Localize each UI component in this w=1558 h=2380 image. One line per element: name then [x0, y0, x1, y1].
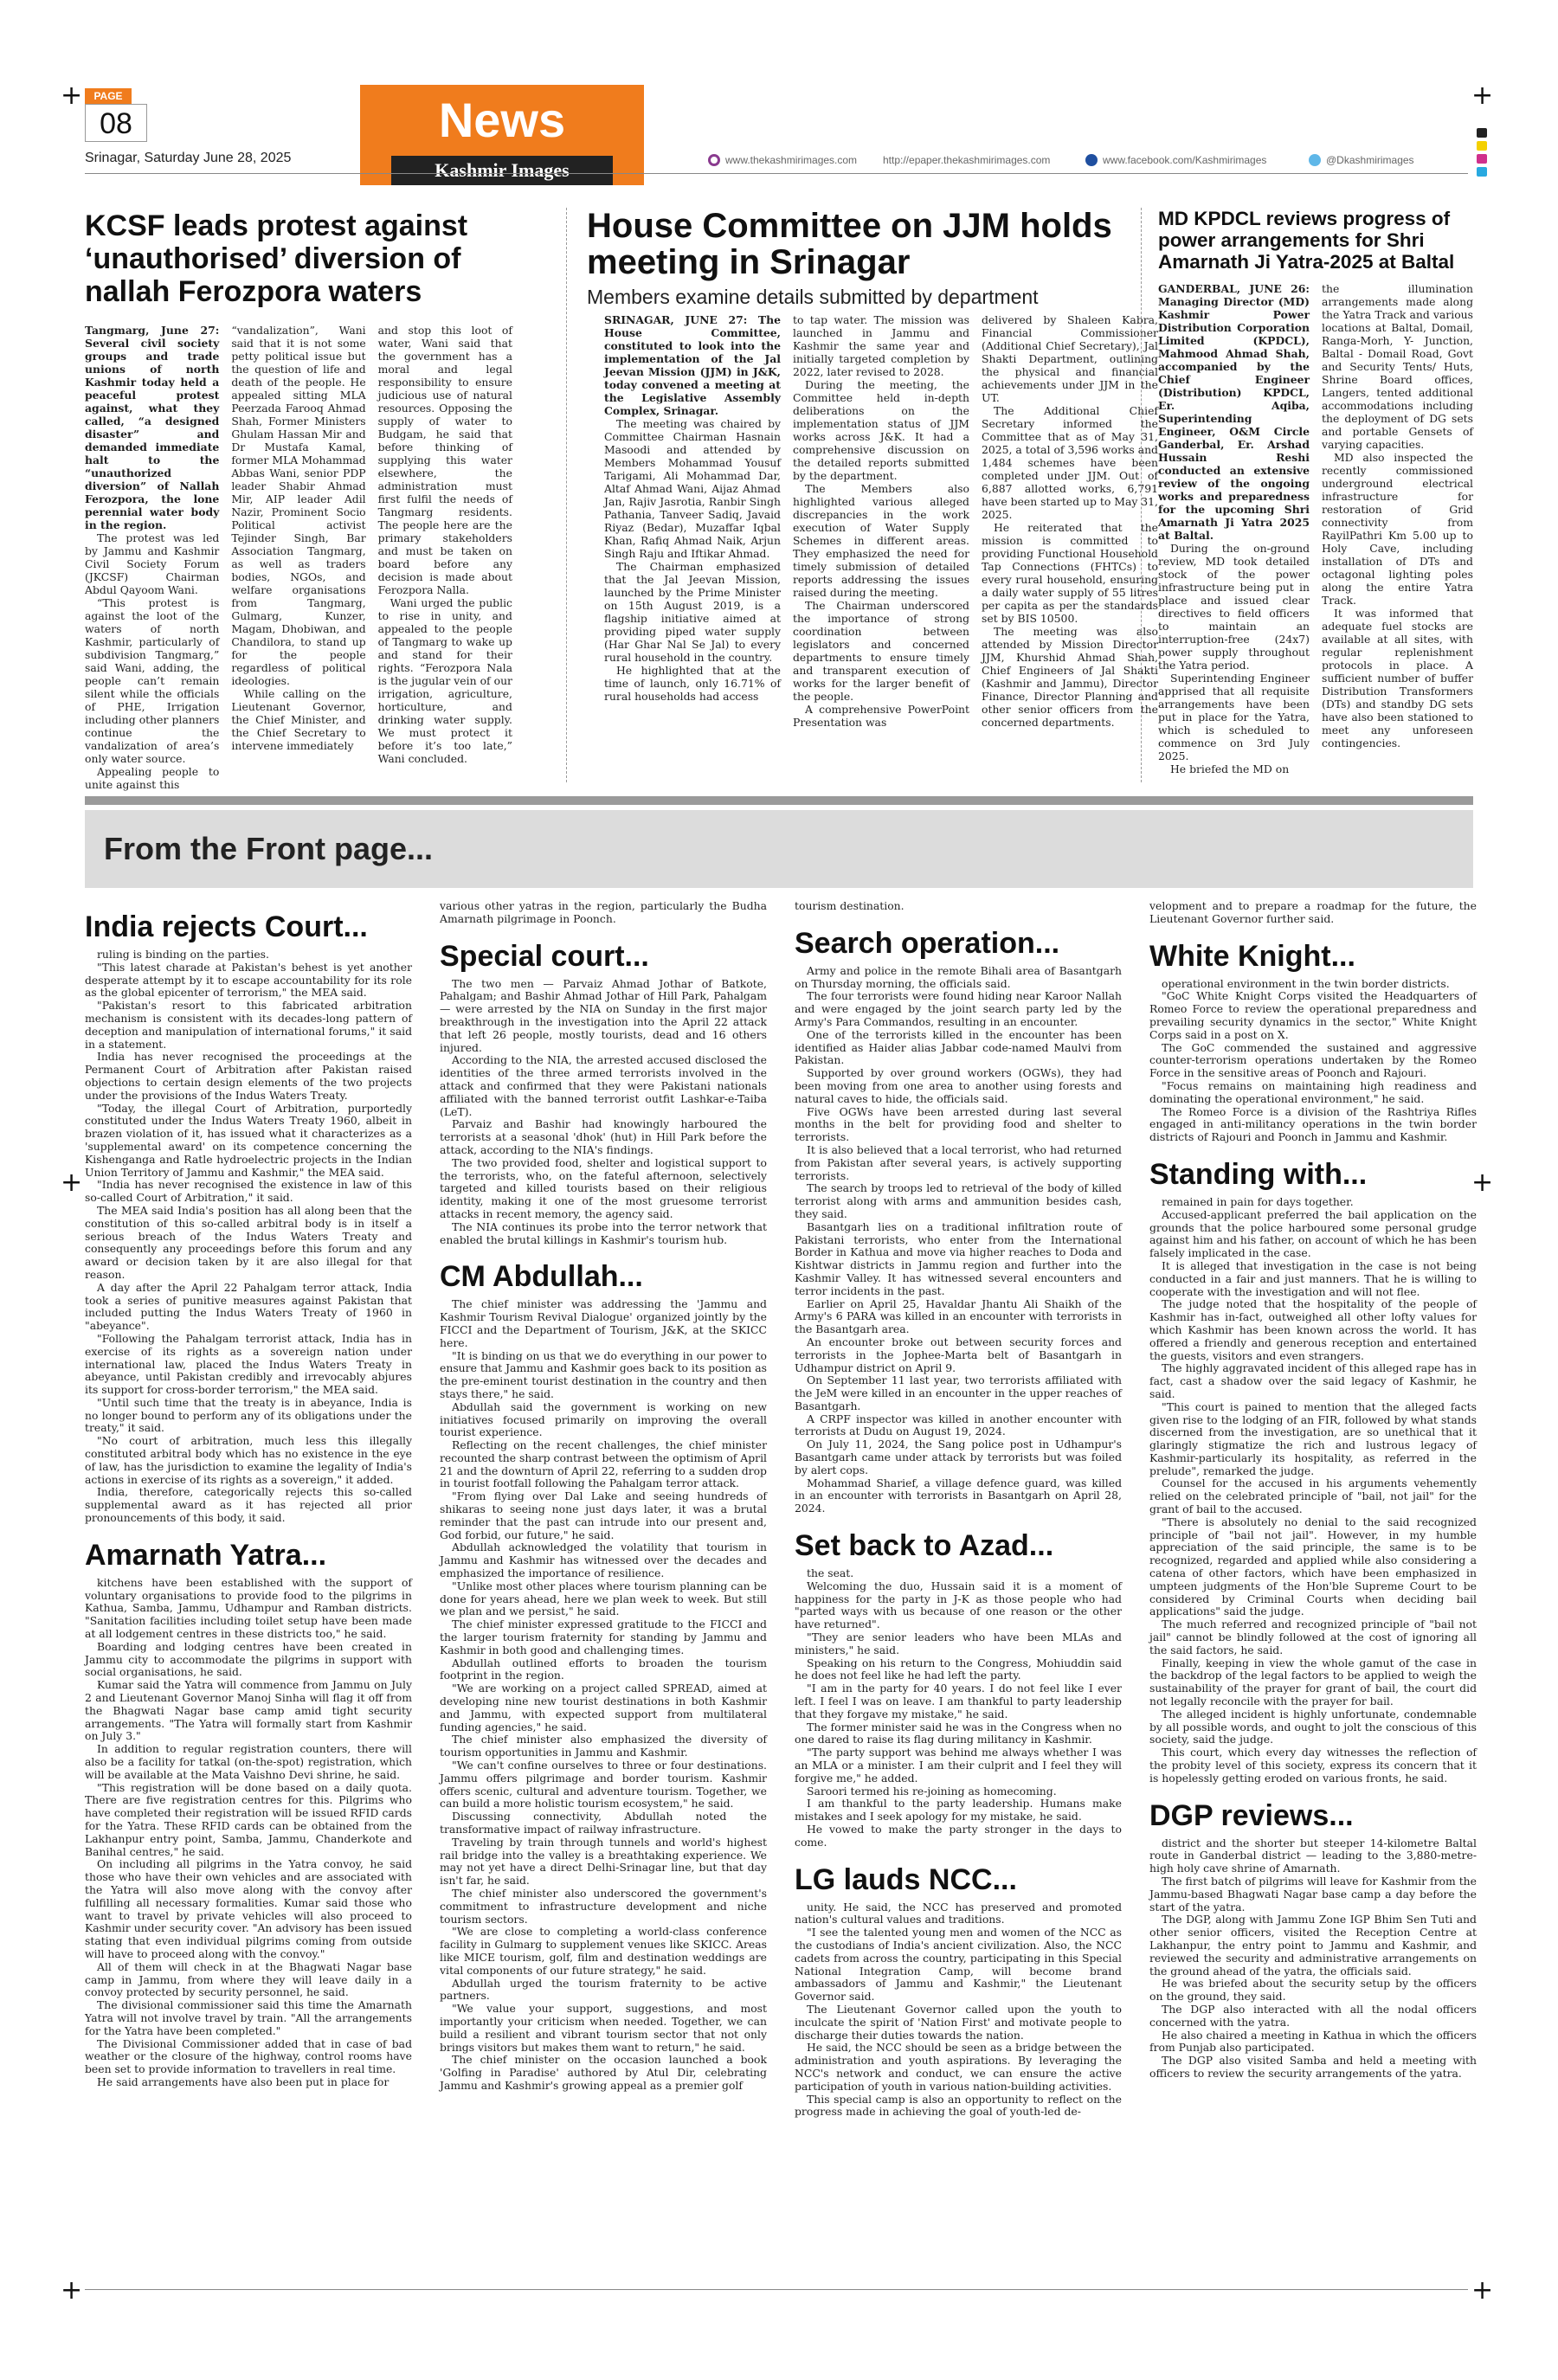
front-page-column: [85, 900, 412, 2285]
story-column: Tangmarg, June 27: Several civil society groups and trade unions of north Kashmir today held a peaceful protest against, what they called, “a designed disaster” and demanded immediate halt to the “unauthorized diversion” of Nallah Ferozpora, the lone perennial water body in the region. The protest was led by Jammu and Kashmir Civil Society Forum (JKCSF) Chairman Abdul Qayoom Wani. “This protest is against the loot of the waters of north Kashmir, particularly of subdivision Tangmarg,” said Wani, adding, the people can’t remain silent while the officials of PHE, Irrigation including other planners continue the vandalization of area’s only water source. Appealing people to unite against this: [85, 324, 220, 791]
section-title: News: [438, 93, 566, 147]
twitter-link[interactable]: @Dkashmirimages: [1309, 154, 1414, 166]
story-column: to tap water. The mission was launched in Jammu and Kashmir the same year and initially targeted completion by 2022, later revised to 2028. During the meeting, the Committee held in-depth deliberations on the implementation status of JJM works across J&K. It had a comprehensive discussion on the detailed reports submitted by the department. The Members also highlighted various alleged discrepancies in the work execution of Water Supply Schemes in different areas. They emphasized the need for timely submission of detailed reports addressing the issues raised during the meeting. The Chairman underscored the importance of strong coordination between legislators and concerned departments to ensure timely and transparent execution of works for the larger benefit of the people. A comprehensive PowerPoint Presentation was: [793, 313, 969, 729]
facebook-icon: [1085, 154, 1098, 166]
column-divider: [566, 208, 567, 782]
continued-article: CM Abdullah... The chief minister was addressing the 'Jammu and Kashmir Tourism Revival Dialogue' organized jointly by the FICCI and the Department of Tourism, J&K, at the SKICC here. "It is binding on us that we do everything in our power to ensure that Jammu and Kashmir goes back to its position as the pre-eminent tourist destination in the country and then stays there," he said. Abdullah said the government is working on new initiatives focused primarily on improving the overall tourist experience. Reflecting on the recent challenges, the chief minister recounted the sharp contrast between the optimism of April 21 and the downturn of April 22, referring to a sudden drop in tourist footfall following the Pahalgam terror attack. "From flying over Dal Lake and seeing hundreds of shikaras to seeing none just days later, it was a brutal reminder that the past can intrude into our present and, God forbid, our future," he said. Abdullah acknowledged the volatility that tourism in Jammu and Kashmir has witnessed over the decades and emphasized the importance of resilience. "Unlike most other places where tourism planning can be done for years ahead, here we plan week to week. But still we plan and we persist," he said. The chief minister expressed gratitude to the FICCI and the larger tourism fraternity for standing by Jammu and Kashmir in both good and challenging times. Abdullah outlined efforts to broaden the tourism footprint in the region. "We are working on a project called SPREAD, aimed at developing nine new tourist destinations in both Kashmir and Jammu, with expected support from multilateral funding agencies," he said. The chief minister also emphasized the diversity of tourism opportunities in Jammu and Kashmir. "We can't confine ourselves to three or four destinations. Jammu offers pilgrimage and border tourism. Kashmir offers scenic, cultural and adventure tourism. Together, we can build a more holistic tourism ecosystem," he said. Discussing connectivity, Abdullah noted the transformative impact of railway infrastructure. Traveling by train through tunnels and world's highest rail bridge into the valley is a breathtaking experience. We may not yet have a direct Delhi-Srinagar line, but that day isn't far, he said. The chief minister also underscored the government's commitment to infrastructure development and niche tourism sectors. "We are close to completing a world-class conference facility in Gulmarg to supplement venues like SKICC. Areas like MICE tourism, golf, film and destination weddings are vital components of our future strategy," he said. Abdullah urged the tourism fraternity to be active partners. "We value your support, suggestions, and most importantly your criticism when needed. Together, we can build a resilient and vibrant tourism sector that not only brings visitors but makes them want to return," he said. The chief minister on the occasion launched a book 'Golfing in Paradise' authored by Atul Dir, celebrating Jammu and Kashmir's growing appeal as a premier golf: [440, 1260, 767, 2092]
twitter-icon: [1309, 154, 1321, 166]
story-column: “vandalization”, Wani said that it is not some petty political issue but the question of life and death of the people. He appealed sitting MLA Peerzada Farooq Ahmad Shah, Former Ministers Ghulam Hassan Mir and Dr Mustafa Kamal, former MLA Mohammad Abbas Wani, senior PDP leader Shabir Ahmad Mir, AIP leader Adil Nazir, Prominent Socio Political activist Tejinder Singh, Bar Association Tangmarg, as well as traders bodies, NGOs, and welfare organisations from Tangmarg, Gulmarg, Kunzer, Magam, Dhobiwan, and Chandilora, to stand up for the people regardless of political ideologies. While calling on the Lieutenant Governor, the Chief Minister, and the Chief Secretary to intervene immediately: [231, 324, 366, 752]
registration-mark-icon: +: [1471, 2275, 1494, 2306]
story-headline: MD KPDCL reviews progress of power arrangements for Shri Amarnath Ji Yatra-2025 at Baltal: [1158, 208, 1455, 273]
continued-article: White Knight... operational environment in the twin border districts. "GoC White Knight Corps visited the Headquarters of Romeo Force to review the operational preparedness and prevailing security dynamics in the sector," White Knight Corps said in a post on X. The GoC commended the sustained and aggressive counter-terrorism operations undertaken by the Romeo Force in the sensitive areas of Poonch and Rajouri. "Focus remains on maintaining high readiness and dominating the operational environment," he said. The Romeo Force is a division of the Rashtriya Rifles engaged in anti-militancy operations in the twin border districts of Rajouri and Poonch in Jammu and Kashmir.: [1149, 939, 1477, 1144]
continued-article: India rejects Court... ruling is binding on the parties. "This latest charade at Pakistan's behest is yet another desperate attempt by it to escape accountability for its role as the global epicenter of terrorism," the MEA said. "Pakistan's resort to this fabricated arbitration mechanism is consistent with its decades-long pattern of deception and manipulation of international forums," it said in a statement. India has never recognised the proceedings at the Permanent Court of Arbitration after Pakistan raised objections to certain design elements of the two projects under the provisions of the Indus Waters Treaty. "Today, the illegal Court of Arbitration, purportedly constituted under the Indus Waters Treaty 1960, albeit in brazen violation of it, has issued what it characterizes as a 'supplemental award' on its competence concerning the Kishenganga and Ratle hydroelectric projects in the Indian Union Territory of Jammu and Kashmir," the MEA said. "India has never recognised the existence in law of this so-called Court of Arbitration," it said. The MEA said India's position has all along been that the constitution of this so-called arbitral body is in itself a serious breach of the Indus Waters Treaty and consequently any proceedings before this forum and any award or decision taken by it are also illegal for that reason. A day after the April 22 Pahalgam terror attack, India took a series of punitive measures against Pakistan that included putting the Indus Waters Treaty of 1960 in "abeyance". "Following the Pahalgam terrorist attack, India has in exercise of its rights as a sovereign nation under international law, placed the Indus Waters Treaty in abeyance, until Pakistan credibly and irrevocably abjures its support for cross-border terrorism," the MEA said. "Until such time that the treaty is in abeyance, India is no longer bound to perform any of its obligations under the treaty," it said. "No court of arbitration, much less this illegally constituted arbitral body which has no existence in the eye of law, has the jurisdiction to examine the legality of India's actions in exercise of its rights as a sovereign," it added. India, therefore, categorically rejects this so-called supplemental award as it has rejected all prior pronouncements of this body, it said.: [85, 910, 412, 1525]
front-page-column: [795, 900, 1122, 2285]
continued-article: tourism destination.: [795, 899, 905, 912]
continued-article: Amarnath Yatra... kitchens have been established with the support of voluntary organisations to provide food to the pilgrims in Kathua, Samba, Jammu, Udhampur and Ramban districts. "Sanitation facilities including toilet setup have been made at all lodgement centres in these districts too," he said. Boarding and lodging centres have been created in Jammu city to accommodate the pilgrims in support with social organisations, he said. Kumar said the Yatra will commence from Jammu on July 2 and Lieutenant Governor Manoj Sinha will flag it off from the Bhagwati Nagar base camp amid tight security arrangements. "The Yatra will formally start from Kashmir on July 3." In addition to regular registration counters, there will also be a facility for tatkal (on-the-spot) registration, which will be available at the Mata Vaishno Devi shrine, he said. "This registration will be done based on a daily quota. There are five registration centres for this. Pilgrims who have completed their registration will be issued RFID cards for the Yatra. These RFID cards can be obtained from the Lakhanpur entry point, Samba, Jammu, Chanderkote and Banihal centres," he said. On including all pilgrims in the Yatra convoy, he said those who have their own vehicles and are associated with the Yatra will also move along with the convoy after fulfilling all necessary formalities. Kumar said those who want to travel by private vehicles will also proceed to Kashmir under security cover. "An advisory has been issued stating that even individual pilgrims coming from outside will have to proceed along with the convoy." All of them will check in at the Bhagwati Nagar base camp in Jammu, from where they will leave daily in a convoy protected by security personnel, he said. The divisional commissioner said this time the Amarnath Yatra will not involve travel by train. "All the arrangements for the Yatra have been completed." The Divisional Commissioner added that in case of bad weather or the closure of the highway, control rooms have been set to provide information to travellers in real time. He said arrangements have also been put in place for: [85, 1538, 412, 2088]
registration-mark-icon: +: [61, 80, 83, 111]
story-column: the illumination arrangements made along the Yatra Track and various locations at Baltal, Domail, Ranga-Morh, Y- Junction, Baltal - Domail Road, Govt and Security Tents/ Huts, Shrine Board offices, Langers, tented additional accommodations including the deployment of DG sets and portable Gensets of varying capacities. MD also inspected the recently commissioned underground electrical infrastructure for restoration of Grid connectivity from RayilPathri Km 5.00 up to Holy Cave, including installation of DTs and octagonal lighting poles along the entire Yatra Track. It was informed that adequate fuel stocks are available at all sites, with regular replenishment protocols in place. A sufficient number of buffer Distribution Transformers (DTs) and standby DG sets have also been stationed to meet any unforeseen contingencies.: [1322, 282, 1473, 749]
header-rule: [85, 173, 1468, 174]
continued-article: Set back to Azad... the seat. Welcoming the duo, Hussain said it is a moment of happiness for the party in J-K as those people who had "parted ways with us because of one reason or the other have returned". "They are senior leaders who have been MLAs and ministers," he said. Speaking on his return to the Congress, Mohiuddin said he does not feel like he had left the party. "I am in the party for 40 years. I do not feel like I ever left. I feel I was on leave. I am thankful to party leadership that they forgave my mistake," he said. The former minister said he was in the Congress when no one dared to raise its flag during militancy in Kashmir. "The party support was behind me always whether I was an MLA or a minister. I am their culprit and I feel they will forgive me," he added. Saroori termed his re-joining as homecoming. I am thankful to the party leadership. Humans make mistakes and I seek apology for my mistake, he said. He vowed to make the party stronger in the days to come.: [795, 1529, 1122, 1849]
dateline: Srinagar, Saturday June 28, 2025: [85, 151, 292, 165]
column-divider: [1141, 208, 1142, 782]
facebook-link[interactable]: www.facebook.com/Kashmirimages: [1085, 154, 1266, 166]
epaper-link[interactable]: http://epaper.thekashmirimages.com: [883, 154, 1051, 166]
website-link[interactable]: www.thekashmirimages.com: [708, 154, 857, 166]
front-page-column: [440, 900, 767, 2285]
continued-article: Special court... The two men — Parvaiz Ahmad Jothar of Batkote, Pahalgam; and Bashir Ahmad Jothar of Hill Park, Pahalgam — were arrested by the NIA on Sunday in the first major breakthrough in the investigation into the April 22 attack that left 26 people, mostly tourists, dead and 16 others injured. According to the NIA, the arrested accused disclosed the identities of the three armed terrorists involved in the attack and confirmed that they were Pakistani nationals affiliated with the banned terrorist outfit Lashkar-e-Taiba (LeT). Parvaiz and Bashir had knowingly harboured the terrorists at a seasonal 'dhok' (hut) in Hill Park before the attack, according to the NIA's findings. The two provided food, shelter and logistical support to the terrorists, who, on the fateful afternoon, selectively targeted and killed tourists based on their religious identity, making it one of the most gruesome terrorist attacks in recent memory, the agency said. The NIA continues its probe into the terror network that enabled the brutal killings in Kashmir's tourism hub.: [440, 939, 767, 1246]
front-page-band: [85, 810, 1473, 888]
continued-article: Search operation... Army and police in the remote Bihali area of Basantgarh on Thursday morning, the officials said. The four terrorists were found hiding near Karoor Nallah and were engaged by the joint search party led by the Army's Para Commandos, resulting in an encounter. One of the terrorists killed in the encounter has been identified as Haider alias Jabbar code-named Maulvi from Pakistan. Supported by over ground workers (OGWs), they had been moving from one area to another using forests and natural caves to hide, the officials said. Five OGWs have been arrested during last several months in the belt for providing food and shelter to terrorists. It is also believed that a local terrorist, who had returned from Pakistan after several years, is actively supporting terrorists. The search by troops led to retrieval of the body of killed terrorist along with arms and ammunition besides cash, they said. Basantgarh lies on a traditional infiltration route of Pakistani terrorists, who enter from the International Border in Kathua and move via higher reaches to Doda and Kishtwar districts in Jammu region and further into the Kashmir Valley. It has witnessed several encounters and terror incidents in the past. Earlier on April 25, Havaldar Jhantu Ali Shaikh of the Army's 6 PARA was killed in an encounter with terrorists in the Basantgarh area. An encounter broke out between security forces and terrorists in the Jophee-Marta belt of Basantgarh in Udhampur district on April 9. On September 11 last year, two terrorists affiliated with the JeM were killed in an encounter in the upper reaches of Basantgarh. A CRPF inspector was killed in another encounter with terrorists at Dudu on August 19, 2024. On July 11, 2024, the Sang police post in Udhampur's Basantgarh came under attack by terrorists but was foiled by alert cops. Mohammad Sharief, a village defence guard, was killed in an encounter with terrorists in Basantgarh on April 28, 2024.: [795, 926, 1122, 1515]
continued-article: various other yatras in the region, particularly the Budha Amarnath pilgrimage in Poonch.: [440, 899, 767, 925]
continued-article: velopment and to prepare a roadmap for the future, the Lieutenant Governor further said.: [1149, 899, 1477, 925]
registration-mark-icon: +: [1471, 1167, 1494, 1198]
front-page-column: [1149, 900, 1477, 2285]
story-headline: KCSF leads protest against ‘unauthorised’ diversion of nallah Ferozpora waters: [85, 209, 468, 308]
registration-mark-icon: +: [1471, 80, 1494, 111]
story-column: delivered by Shaleen Kabra, Financial Commissioner (Additional Chief Secretary), Jal Shakti Department, outlining the physical and financial achievements under JJM in the UT. The Additional Chief Secretary informed the Committee that as of May 31, 2025, a total of 3,596 works and 1,484 schemes have been completed under JJM. Out of 6,887 allotted works, 6,791 have been started up to May 31, 2025. He reiterated that the mission is committed to providing Functional Household Tap Connections (FHTCs) to every rural household, ensuring a daily water supply of 55 litres per capita as per the standards set by BIS 10500. The meeting was also attended by Mission Director JJM, Khurshid Ahmad Shah, Chief Engineers of Jal Shakti (Kashmir and Jammu), Director Finance, Director Planning and other senior officers from the concerned departments.: [982, 313, 1158, 729]
footer-rule: [85, 2289, 1468, 2290]
story-column: GANDERBAL, JUNE 26: Managing Director (MD) Kashmir Power Distribution Corporation Limited (KPDCL), Mahmood Ahmad Shah, accompanied by the Chief Engineer (Distribution) KPDCL, Er. Aqiba, Superintending Engineer, O&M Circle Ganderbal, Er. Arshad Hussain Reshi conducted an extensive review of the ongoing works and preparedness for the upcoming Shri Amarnath Ji Yatra 2025 at Baltal. During the on-ground review, MD took detailed stock of the power infrastructure being put in place and issued clear directives to field officers to maintain an interruption-free (24x7) power supply throughout the Yatra period. Superintending Engineer apprised that all requisite arrangements have been put in place for the Yatra, which is scheduled to commence on 3rd July 2025. He briefed the MD on: [1158, 282, 1310, 775]
story-headline: House Committee on JJM holds meeting in Srinagar: [587, 207, 1112, 281]
section-divider: [85, 796, 1473, 805]
continued-article: Standing with... remained in pain for days together. Accused-applicant preferred the bail application on the grounds that the police harboured some personal grudge against him and his father, on account of which he has been falsely implicated in the case. It is alleged that investigation in the case is not being conducted in a fair and just manners. That he is willing to cooperate with the investigation and will not flee. The judge noted that the hospitality of the people of Kashmir has in-fact, outweighed all other lofty values for which Kashmir has been known across the world. It has offered a friendly and generous reception and entertained the guests, visitors and even strangers. The highly aggravated incident of this alleged rape has in fact, cast a shadow over the said legacy of Kashmir, he said. "This court is pained to mention that the alleged facts given rise to the lodging of an FIR, followed by what stands discerned from the investigation, are so unethical that it glaringly stigmatize the rich and lustrous legacy of Kashmir-particularly its hospitality, as referred in the prelude", remarked the judge. Counsel for the accused in his arguments vehemently relied on the celebrated principle of "bail, not jail" for the grant of bail to the accused. "There is absolutely no denial to the said recognized principle of "bail not jail". However, in my humble appreciation of the said principle, the same is to be recognized, regarded and applied while also considering a catena of other factors, which have been emphasized in umpteen judgments of the Hon'ble Supreme Court to be considered by Criminal Courts when deciding bail applications" said the judge. The much referred and recognized principle of "bail not jail" cannot be blindly followed at the cost of ignoring all the said factors, he said. Finally, keeping in view the whole gamut of the case in the backdrop of the legal factors to be applied to weigh the sustainability of the prayer for grant of bail, the court did not legally reconcile with the prayer for bail. The alleged incident is highly unfortunate, condemnable by all possible words, and ought to jolt the conscious of this society, said the judge. This court, which every day witnesses the reflection of the probity level of this society, express its concern that it is hopelessly getting eroded on various fronts, he said.: [1149, 1157, 1477, 1785]
section-masthead: [360, 85, 644, 185]
registration-mark-icon: +: [61, 1167, 83, 1198]
publication-name: Kashmir Images: [391, 156, 613, 185]
story-column: and stop this loot of water, Wani said that the government has a moral and legal responsibility to ensure judicious use of natural resources. Opposing the supply of water to Budgam, he said that before thinking of supplying this water elsewhere, the administration must first fulfil the needs of Tangmarg residents. The people here are the primary stakeholders and must be taken on board before any decision is made about Ferozpora Nalla. Wani urged the public to rise in unity, and appealed to the people of Tangmarg to wake up and stand for their rights. “Ferozpora Nala is the jugular vein of our irrigation, agriculture, horticulture, and drinking water supply. We must protect it before it’s too late,” Wani concluded.: [377, 324, 512, 765]
continued-article: DGP reviews... district and the shorter but steeper 14-kilometre Baltal route in Ganderbal district — leading to the 3,880-metre-high holy cave shrine of Amarnath. The first batch of pilgrims will leave for Kashmir from the Jammu-based Bhagwati Nagar base camp a day before the start of the yatra. The DGP, along with Jammu Zone IGP Bhim Sen Tuti and other senior officers, visited the Reception Centre at Lakhanpur, the entry point to Jammu and Kashmir, and reviewed the security and administrative arrangements on the ground ahead of the yatra, the officials said. He was briefed about the security setup by the officers on the ground, they said. The DGP also interacted with all the nodal officers concerned with the yatra. He also chaired a meeting in Kathua in which the officers from Punjab also participated. The DGP also visited Samba and held a meeting with officers to review the security arrangements of the yatra.: [1149, 1798, 1477, 2080]
color-bar-icon: [1477, 128, 1487, 180]
page-label: PAGE: [85, 88, 132, 104]
registration-mark-icon: +: [61, 2275, 83, 2306]
page-number: 08: [85, 104, 147, 142]
story-subhead: Members examine details submitted by department: [587, 286, 1039, 308]
section-heading: From the Front page...: [104, 831, 434, 866]
story-column: SRINAGAR, JUNE 27: The House Committee, constituted to look into the implementation of the Jal Jeevan Mission (JJM) in J&K, today convened a meeting at the Legislative Assembly Complex, Srinagar. The meeting was chaired by Committee Chairman Hasnain Masoodi and attended by Members Mohammad Yousuf Tarigami, Ali Mohammad Dar, Altaf Ahmad Wani, Aijaz Ahmad Jan, Rajiv Jasrotia, Ranbir Singh Pathania, Tanveer Sadiq, Javaid Riyaz (Bedar), Muzaffar Iqbal Khan, Rafiq Ahmad Naik, Arjun Singh Raju and Iftikar Ahmad. The Chairman emphasized that the Jal Jeevan Mission, launched by the Prime Minister on 15th August 2019, is a flagship initiative aimed at providing piped water supply (Har Ghar Nal Se Jal) to every rural household in the country. He highlighted that at the time of launch, only 16.71% of rural households had access: [604, 313, 781, 703]
continued-article: LG lauds NCC... unity. He said, the NCC has preserved and promoted nation's cultural values and traditions. "I see the talented young men and women of the NCC as the custodians of India's ancient civilization. Also, the NCC cadets from across the country, participating in this Special National Integration Camp, will become brand ambassadors of Jammu and Kashmir," the Lieutenant Governor said. The Lieutenant Governor called upon the youth to inculcate the spirit of 'Nation First' and motivate people to discharge their duties towards the nation. He said, the NCC should be seen as a bridge between the administration and youth aspirations. By leveraging the NCC's network and conduct, we can ensure the active participation of youth in various nation-building activities. This special camp is also an opportunity to reflect on the progress made in achieving the goal of youth-led de-: [795, 1862, 1122, 2119]
globe-icon: [708, 154, 720, 166]
